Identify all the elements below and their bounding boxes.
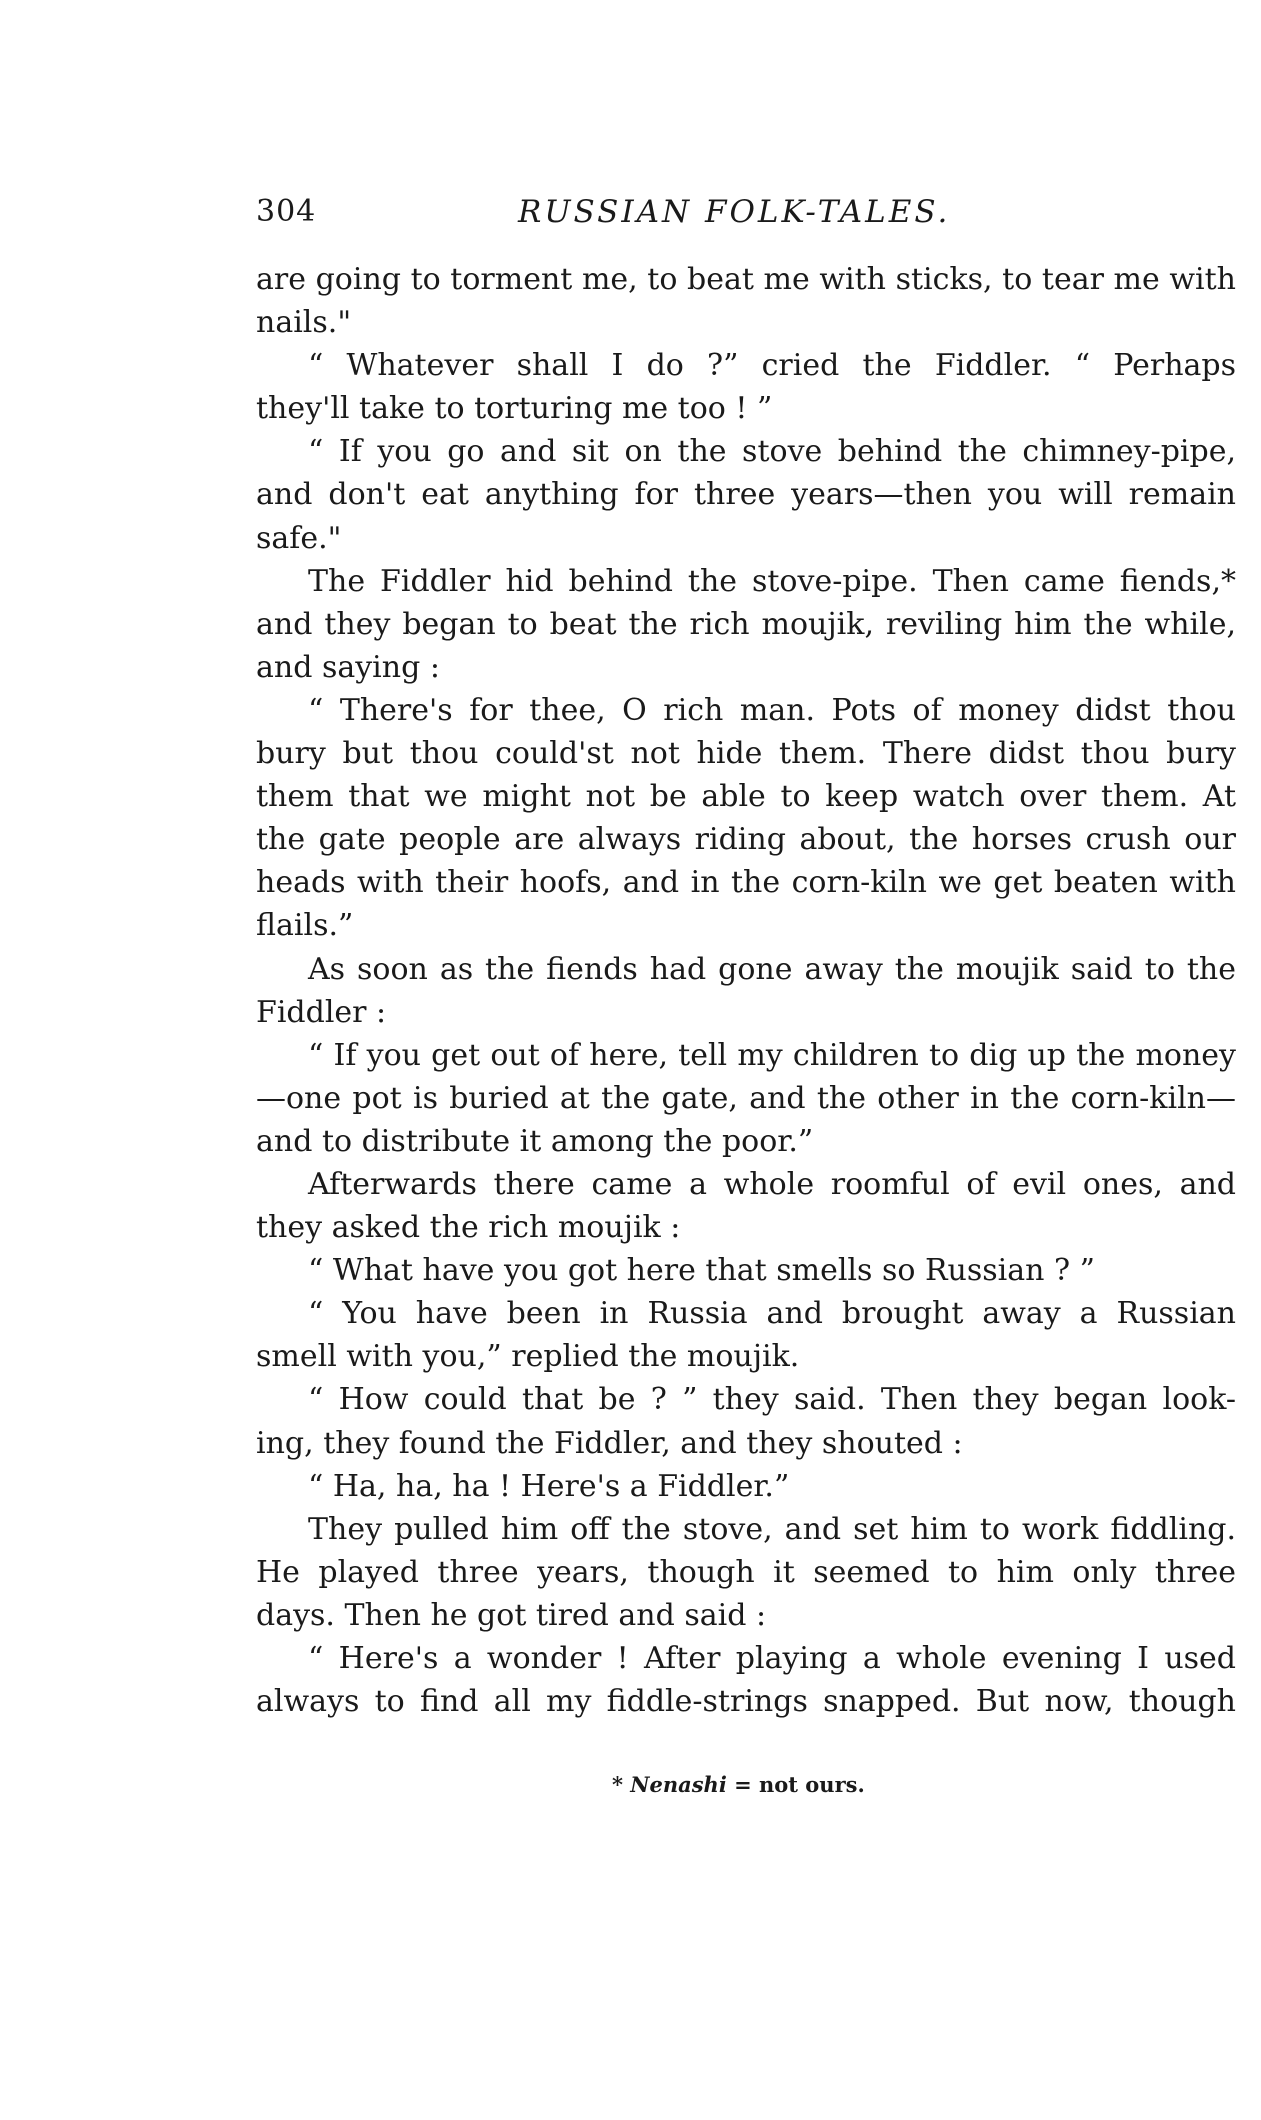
text-line: them that we might not be able to keep watch over them. At [256,779,1236,815]
text-line: Fiddler : [256,994,387,1030]
body-text [256,258,1236,1723]
text-line: “ If you go and sit on the stove behind the chimney-pipe, [308,434,1236,470]
text-line: and saying : [256,649,440,685]
text-line: —one pot is buried at the gate, and the other in the corn-kiln— [256,1080,1236,1116]
text-line: they asked the rich moujik : [256,1210,681,1246]
text-line: and they began to beat the rich moujik, reviling him the while, [256,606,1236,642]
text-line: As soon as the fiends had gone away the moujik said to the [308,951,1236,987]
text-line: and don't eat anything for three years—then you will remain [256,477,1236,513]
text-line: “ Here's a wonder ! After playing a whole evening I used [308,1641,1236,1676]
text-line: “ What have you got here that smells so Russian ? ” [308,1253,1095,1289]
text-line: they'll take to torturing me too ! ” [256,391,773,427]
text-line: “ Ha, ha, ha ! Here's a Fiddler.” [308,1468,790,1504]
footnote-marker: * [612,1772,623,1797]
text-line: smell with you,” replied the moujik. [256,1339,800,1375]
text-line: bury but thou could'st not hide them. There didst thou bury [256,736,1236,772]
text-line: are going to torment me, to beat me with sticks, to tear me with [256,262,1236,297]
page-number: 304 [256,194,317,229]
text-line: nails." [256,305,352,341]
text-line: “ How could that be ? ” they said. Then they began look- [308,1382,1236,1418]
text-line: always to find all my fiddle-strings snapped. But now, though [256,1684,1236,1720]
text-line: They pulled him off the stove, and set him to work fiddling. [308,1511,1236,1547]
text-line: “ Whatever shall I do ?” cried the Fiddler. “ Perhaps [308,348,1236,384]
footnote-definition: = not ours. [734,1772,865,1797]
text-line: Afterwards there came a whole roomful of evil ones, and [308,1166,1236,1202]
text-line: the gate people are always riding about, the horses crush our [256,822,1236,858]
text-line: “ If you get out of here, tell my children to dig up the money [308,1037,1236,1073]
text-line: days. Then he got tired and said : [256,1597,767,1633]
running-title: RUSSIAN FOLK-TALES. [518,194,951,230]
text-line: “ You have been in Russia and brought away a Russian [308,1296,1236,1332]
text-line: and to distribute it among the poor.” [256,1123,814,1159]
text-line: flails.” [256,908,354,944]
page-header [256,194,1236,234]
text-line: The Fiddler hid behind the stove-pipe. Then came fiends,* [308,563,1236,599]
footnote-term: Nenashi [630,1772,727,1797]
text-line: heads with their hoofs, and in the corn-kiln we get beaten with [256,865,1236,901]
footnote [612,1772,865,1797]
text-line: ing, they found the Fiddler, and they shouted : [256,1425,963,1461]
text-line: He played three years, though it seemed to him only three [256,1554,1236,1590]
text-line: “ There's for thee, O rich man. Pots of money didst thou [308,692,1236,728]
text-line: safe." [256,520,342,556]
